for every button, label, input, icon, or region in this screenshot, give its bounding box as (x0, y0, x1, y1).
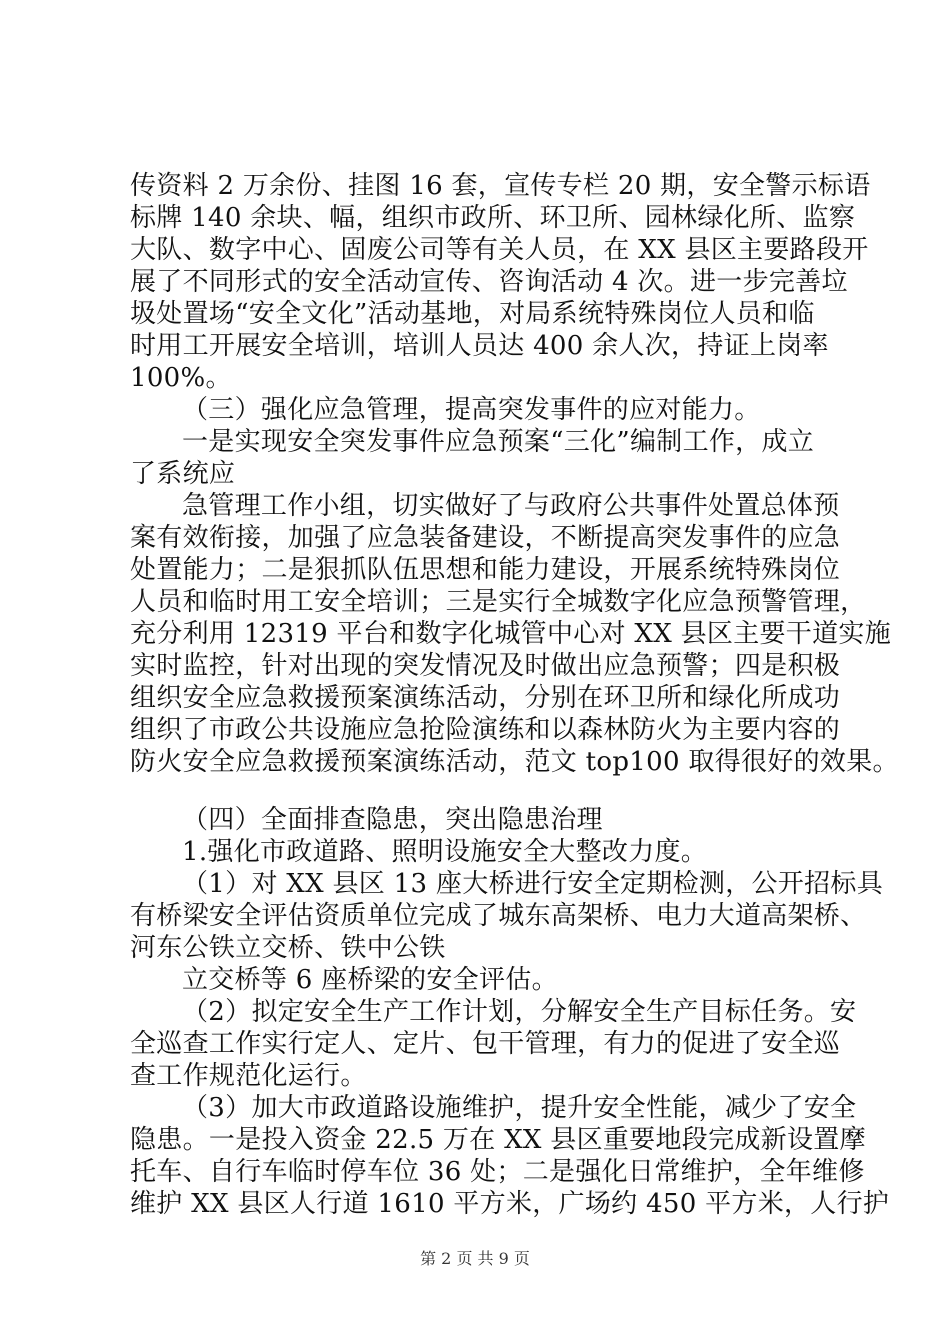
text-line: 维护 XX 县区人行道 1610 平方米，广场约 450 平方米，人行护 (130, 1189, 890, 1219)
paragraph-gap (130, 778, 830, 804)
text-line: 急管理工作小组，切实做好了与政府公共事件处置总体预 (182, 491, 840, 521)
text-line: 有桥梁安全评估资质单位完成了城东高架桥、电力大道高架桥、 (130, 901, 867, 931)
text-line: 展了不同形式的安全活动宣传、咨询活动 4 次。进一步完善垃 (130, 267, 848, 297)
text-line: 圾处置场“安全文化”活动基地，对局系统特殊岗位人员和临 (130, 299, 815, 329)
text-line: 案有效衔接，加强了应急装备建设，不断提高突发事件的应急 (130, 523, 841, 553)
text-line: 防火安全应急救援预案演练活动，范文 top100 取得很好的效果。 (130, 747, 899, 777)
list-item-heading: 1.强化市政道路、照明设施安全大整改力度。 (182, 837, 708, 867)
text-line: 河东公铁立交桥、铁中公铁 (130, 933, 446, 963)
text-line: 充分利用 12319 平台和数字化城管中心对 XX 县区主要干道实施 (130, 619, 891, 649)
text-line: 查工作规范化运行。 (130, 1061, 367, 1091)
text-line: 组织了市政公共设施应急抢险演练和以森林防火为主要内容的 (130, 715, 841, 745)
section-heading: （四）全面排查隐患，突出隐患治理 (182, 805, 603, 835)
text-line: 传资料 2 万余份、挂图 16 套，宣传专栏 20 期，安全警示标语 (130, 171, 871, 201)
text-line: 实时监控，针对出现的突发情况及时做出应急预警；四是积极 (130, 651, 841, 681)
text-line: 组织安全应急救援预案演练活动，分别在环卫所和绿化所成功 (130, 683, 841, 713)
text-line: 全巡查工作实行定人、定片、包干管理，有力的促进了安全巡 (130, 1029, 841, 1059)
text-line: 大队、数字中心、固废公司等有关人员，在 XX 县区主要路段开 (130, 235, 869, 265)
text-line: （3）加大市政道路设施维护，提升安全性能，减少了安全 (182, 1093, 857, 1123)
text-line: （1）对 XX 县区 13 座大桥进行安全定期检测，公开招标具 (182, 869, 884, 899)
text-line: 标牌 140 余块、幅，组织市政所、环卫所、园林绿化所、监察 (130, 203, 856, 233)
text-line: 隐患。一是投入资金 22.5 万在 XX 县区重要地段完成新设置摩 (130, 1125, 866, 1155)
text-line: 100%。 (130, 363, 232, 393)
text-line: 立交桥等 6 座桥梁的安全评估。 (182, 965, 558, 995)
text-line: 处置能力；二是狠抓队伍思想和能力建设，开展系统特殊岗位 (130, 555, 841, 585)
section-heading: （三）强化应急管理，提高突发事件的应对能力。 (182, 395, 761, 425)
document-body (130, 170, 899, 1220)
text-line: （2）拟定安全生产工作计划，分解安全生产目标任务。安 (182, 997, 857, 1027)
page-footer: 第 2 页 共 9 页 (420, 1249, 530, 1268)
text-line: 时用工开展安全培训，培训人员达 400 余人次，持证上岗率 (130, 331, 829, 361)
text-line: 了系统应 (130, 459, 236, 489)
text-line: 一是实现安全突发事件应急预案“三化”编制工作，成立 (182, 427, 815, 457)
text-line: 人员和临时用工安全培训；三是实行全城数字化应急预警管理， (130, 587, 867, 617)
text-line: 托车、自行车临时停车位 36 处；二是强化日常维护，全年维修 (130, 1157, 865, 1187)
